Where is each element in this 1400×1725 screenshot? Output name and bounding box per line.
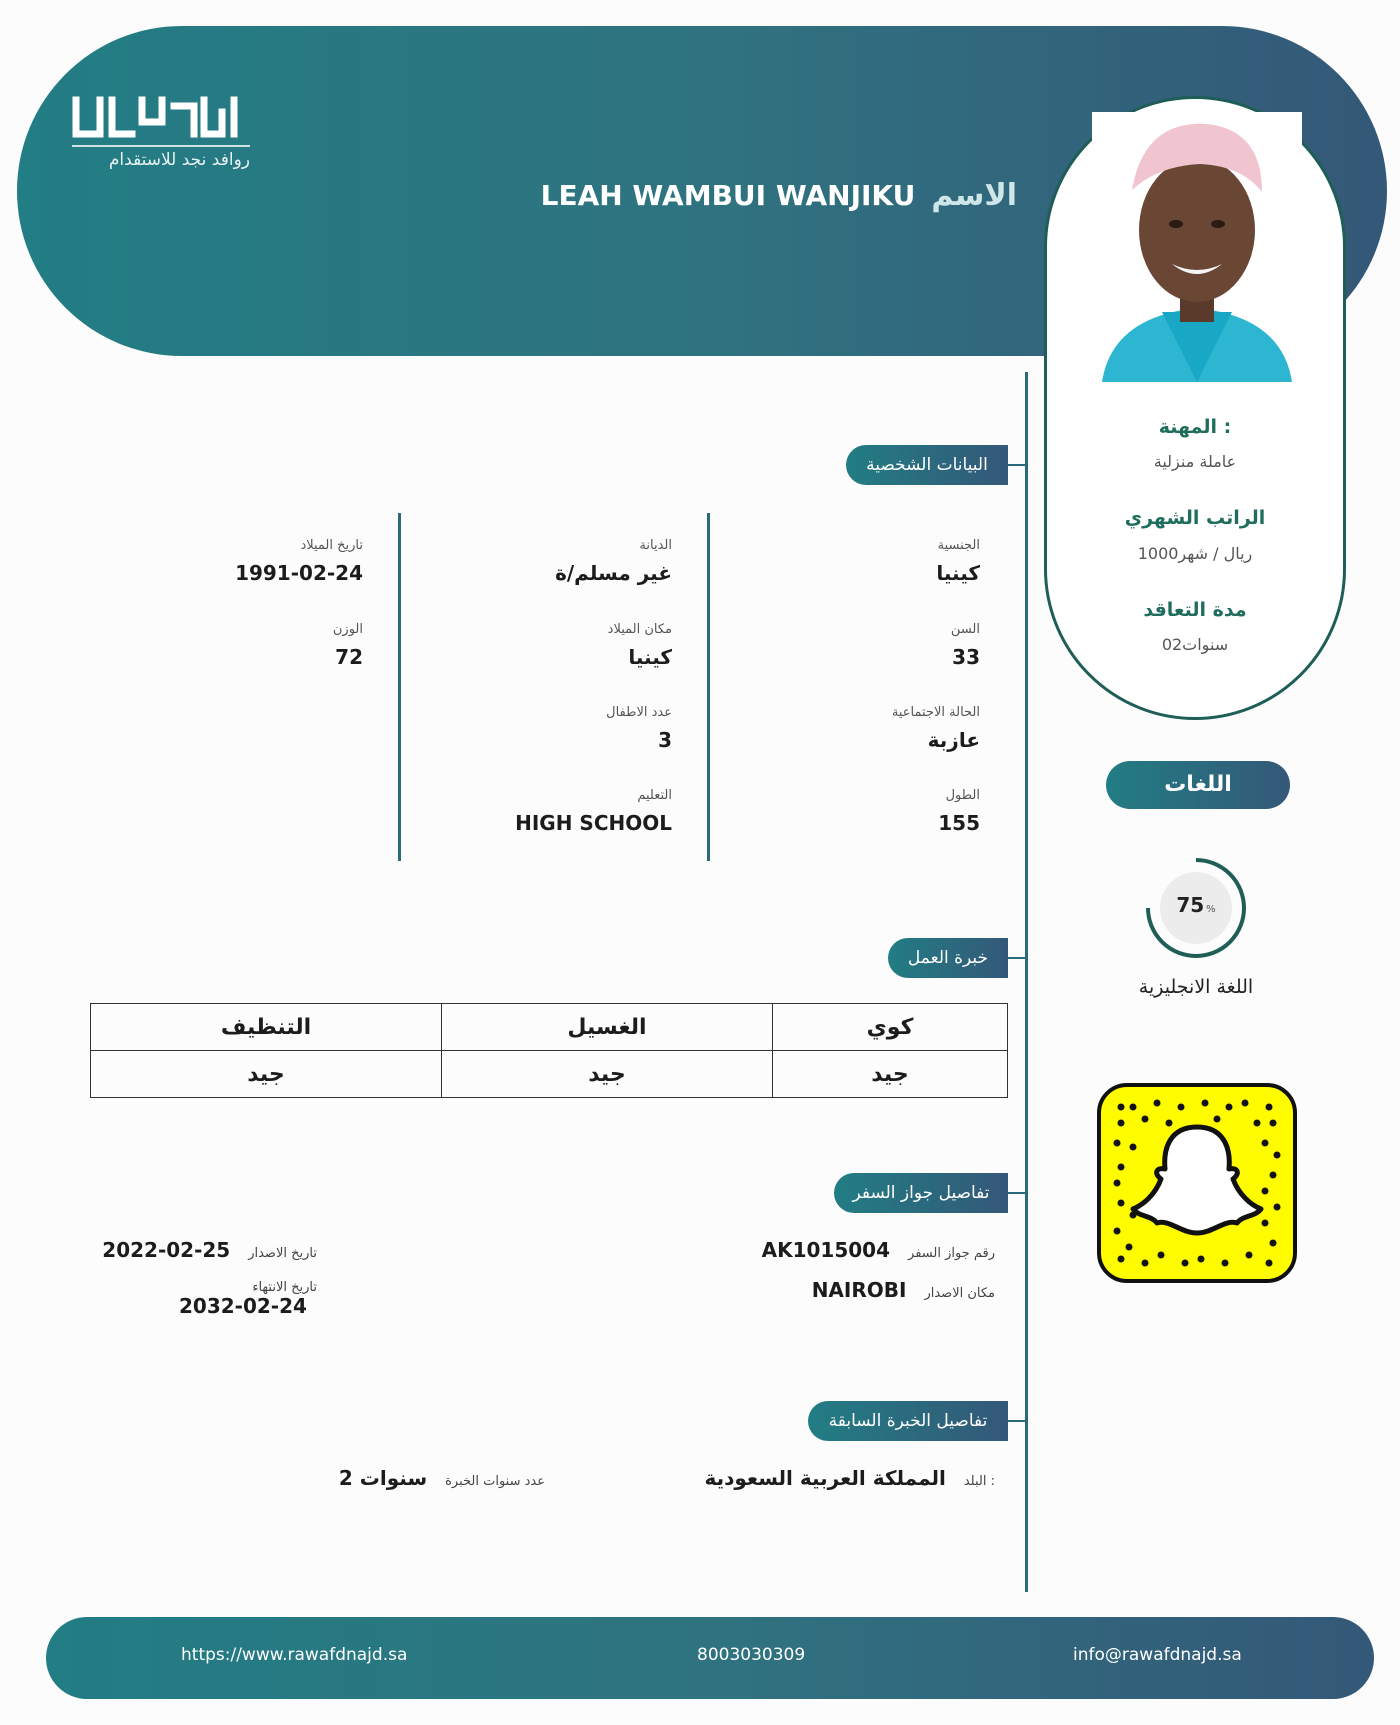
language-percent bbox=[1160, 893, 1232, 917]
field-children bbox=[422, 705, 672, 752]
language-percent-sign: % bbox=[1206, 904, 1216, 915]
field-value: 72 bbox=[335, 645, 363, 669]
salary-label: الراتب الشهري bbox=[1124, 507, 1266, 529]
section-personal-title: البيانات الشخصية bbox=[846, 445, 1008, 485]
field-education bbox=[422, 788, 672, 835]
skill-header: الغسيل bbox=[442, 1004, 773, 1051]
profession-value: عاملة منزلية bbox=[1153, 452, 1237, 471]
table-row bbox=[91, 1004, 1008, 1051]
passport-issue-value: 2022-02-25 bbox=[102, 1238, 231, 1262]
language-name: اللغة الانجليزية bbox=[1138, 976, 1254, 998]
profile-photo bbox=[1092, 112, 1302, 382]
passport-place-label: مكان الاصدار bbox=[924, 1286, 995, 1301]
field-value: 1991-02-24 bbox=[235, 561, 363, 585]
field-label: عدد الاطفال bbox=[606, 705, 672, 720]
skill-header: التنظيف bbox=[91, 1004, 442, 1051]
field-value: عازبة bbox=[927, 728, 980, 752]
timeline-tick bbox=[1008, 957, 1028, 959]
table-row bbox=[91, 1051, 1008, 1098]
section-experience-title: خبرة العمل bbox=[888, 938, 1008, 978]
field-value: كينيا bbox=[936, 561, 980, 585]
skill-header: كوي bbox=[773, 1004, 1008, 1051]
passport-number-label: رقم جواز السفر bbox=[908, 1246, 995, 1261]
field-age bbox=[730, 622, 980, 669]
footer-phone-link[interactable]: 8003030309 bbox=[697, 1645, 806, 1665]
logo-text: روافد نجد للاستقدام bbox=[108, 150, 250, 170]
previous-years-value: 2 سنوات bbox=[338, 1466, 428, 1490]
passport-number bbox=[762, 1238, 995, 1262]
column-divider bbox=[398, 513, 401, 861]
section-previous-title: تفاصيل الخبرة السابقة bbox=[808, 1401, 1008, 1441]
passport-issue-date bbox=[102, 1238, 317, 1262]
passport-issue-label: تاريخ الاصدار bbox=[248, 1246, 317, 1261]
skill-level: جيد bbox=[91, 1051, 442, 1098]
field-label: الحالة الاجتماعية bbox=[891, 705, 980, 720]
profession-label: المهنة : bbox=[1158, 416, 1232, 438]
field-label: تاريخ الميلاد bbox=[300, 538, 363, 553]
previous-country bbox=[704, 1466, 995, 1490]
passport-expiry-value: 2032-02-24 bbox=[179, 1294, 307, 1318]
previous-years bbox=[339, 1466, 545, 1490]
field-value: 155 bbox=[938, 811, 980, 835]
field-value: 33 bbox=[952, 645, 980, 669]
salary-value: 1000ريال / شهر bbox=[1137, 544, 1253, 563]
timeline-tick bbox=[1008, 1192, 1028, 1194]
passport-number-value: AK1015004 bbox=[761, 1238, 891, 1262]
field-label: الوزن bbox=[332, 622, 363, 637]
field-value: كينيا bbox=[628, 645, 672, 669]
languages-title: اللغات bbox=[1106, 761, 1290, 809]
skill-level: جيد bbox=[442, 1051, 773, 1098]
previous-country-value: المملكة العربية السعودية bbox=[704, 1466, 946, 1490]
previous-years-label: عدد سنوات الخبرة bbox=[445, 1474, 545, 1489]
field-label: الطول bbox=[945, 788, 980, 803]
field-label: التعليم bbox=[637, 788, 672, 803]
name-value: LEAH WAMBUI WANJIKU bbox=[540, 179, 916, 212]
footer-website-link[interactable]: https://www.rawafdnajd.sa bbox=[181, 1645, 408, 1665]
field-height bbox=[730, 788, 980, 835]
logo-divider bbox=[72, 145, 250, 147]
name-row bbox=[541, 178, 1017, 213]
previous-country-label: البلد : bbox=[963, 1474, 995, 1489]
timeline-tick bbox=[1008, 1420, 1028, 1422]
field-weight bbox=[113, 622, 363, 669]
contract-label: مدة التعاقد bbox=[1143, 599, 1247, 621]
passport-place bbox=[812, 1278, 995, 1302]
field-religion bbox=[422, 538, 672, 585]
field-label: مكان الميلاد bbox=[607, 622, 672, 637]
field-value: HIGH SCHOOL bbox=[515, 811, 672, 835]
column-divider bbox=[707, 513, 710, 861]
contract-value: 02سنوات bbox=[1161, 635, 1229, 654]
field-marital bbox=[730, 705, 980, 752]
snapcode-icon[interactable] bbox=[1097, 1083, 1297, 1283]
passport-place-value: NAIROBI bbox=[811, 1278, 907, 1302]
section-passport-title: تفاصيل جواز السفر bbox=[834, 1173, 1008, 1213]
field-birthdate bbox=[113, 538, 363, 585]
field-value: غير مسلم/ة bbox=[555, 561, 672, 585]
name-label: الاسم bbox=[931, 178, 1017, 213]
field-label: الجنسية bbox=[937, 538, 980, 553]
company-logo-icon bbox=[70, 92, 250, 142]
footer-email-link[interactable]: info@rawafdnajd.sa bbox=[1073, 1645, 1242, 1665]
field-label: الديانة bbox=[639, 538, 672, 553]
skill-level: جيد bbox=[773, 1051, 1008, 1098]
language-percent-value: 75 bbox=[1176, 893, 1205, 917]
passport-expiry-label: تاريخ الانتهاء bbox=[252, 1280, 317, 1295]
timeline-tick bbox=[1008, 464, 1028, 466]
field-nationality bbox=[730, 538, 980, 585]
field-label: السن bbox=[950, 622, 980, 637]
skills-table bbox=[90, 1003, 1008, 1098]
field-birthplace bbox=[422, 622, 672, 669]
timeline-line bbox=[1025, 372, 1028, 1592]
field-value: 3 bbox=[658, 728, 672, 752]
